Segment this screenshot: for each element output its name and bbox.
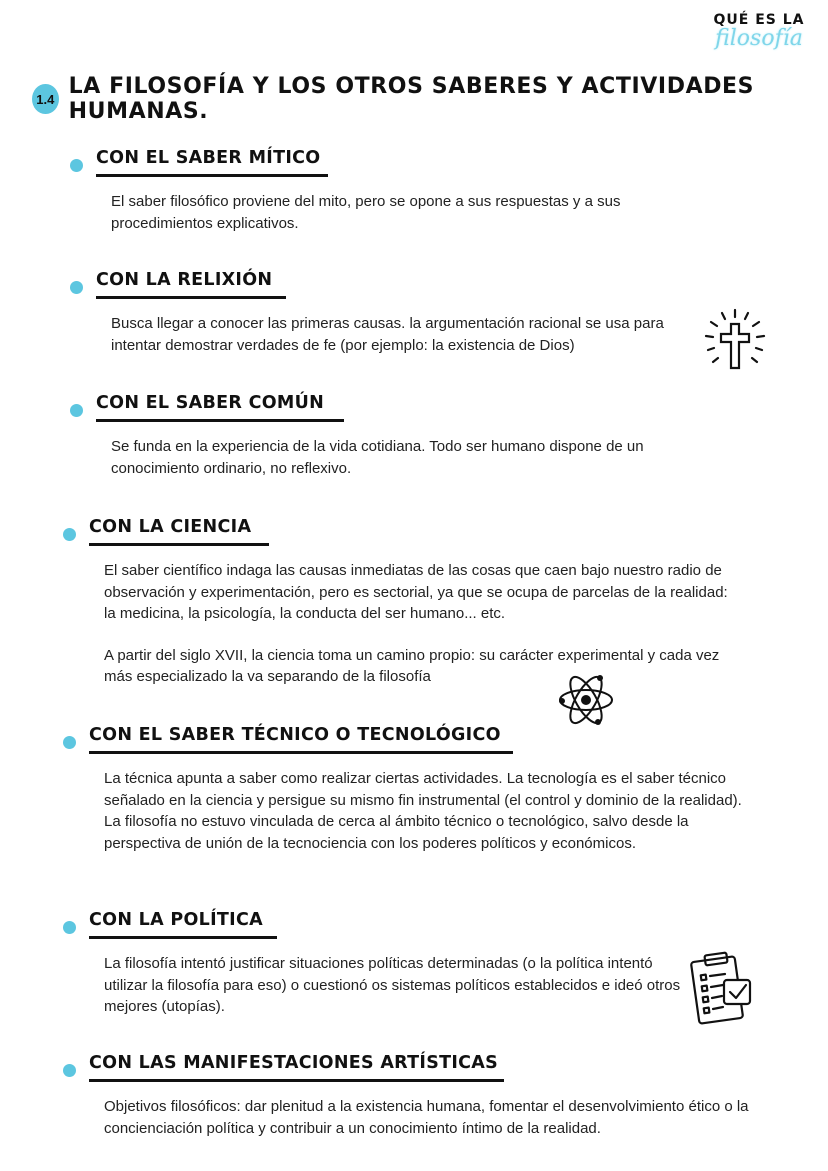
bullet-dot xyxy=(70,281,83,294)
section-mythic xyxy=(70,148,710,234)
section-number-badge: 1.4 xyxy=(32,84,59,114)
bullet-dot xyxy=(70,159,83,172)
bullet-dot xyxy=(63,528,76,541)
section-title: CON LA RELIXIÓN xyxy=(96,270,286,299)
section-science xyxy=(63,517,728,688)
brand-logo xyxy=(704,12,814,51)
section-text: La filosofía intentó justificar situaciones políticas determinadas (o la política intentó utilizar la filosofía para eso) o cuestionó os sistemas políticos establecidos e ideó otros mejores (utopías). xyxy=(104,955,681,1015)
bullet-dot xyxy=(63,1064,76,1077)
section-heading xyxy=(70,393,710,422)
section-heading xyxy=(63,517,728,546)
section-title: CON LA POLÍTICA xyxy=(89,910,277,939)
atom-icon xyxy=(556,670,616,730)
section-text: Objetivos filosóficos: dar plenitud a la existencia humana, fomentar el desenvolvimiento ético o la concienciación política y contribuir a un conocimiento íntimo de la realidad. xyxy=(104,1098,749,1137)
clipboard-checklist-icon xyxy=(690,950,754,1026)
brand-top-text: QUÉ ES LA xyxy=(713,12,805,28)
section-title: CON EL SABER COMÚN xyxy=(96,393,344,422)
section-heading xyxy=(63,725,743,754)
section-heading xyxy=(70,148,710,177)
section-text: El saber científico indaga las causas inmediatas de las cosas que caen bajo nuestro radio de observación y experimentación, pero es sectorial, ya que se ocupa de parcelas de la realidad: la medicina, la psicología, la conducta del ser humano... etc. xyxy=(104,562,728,622)
section-title: CON EL SABER TÉCNICO O TECNOLÓGICO xyxy=(89,725,513,754)
section-artistic xyxy=(63,1053,793,1139)
section-title: CON LA CIENCIA xyxy=(89,517,269,546)
bullet-dot xyxy=(70,404,83,417)
section-heading xyxy=(70,270,690,299)
section-technical xyxy=(63,725,743,854)
section-religion xyxy=(70,270,690,356)
section-text-2: A partir del siglo XVII, la ciencia toma un camino propio: su carácter experimental y cada vez más especializado la va separando de la filosofía xyxy=(104,646,720,685)
section-text: La técnica apunta a saber como realizar ciertas actividades. La tecnología es el saber técnico señalado en la ciencia y persigue su mismo fin instrumental (el control y dominio de la realidad). La filosofía no estuvo vinculada de cerca al ámbito técnico o tecnológico, salvo desde la perspectiva de unión de la tecnociencia con los poderes políticos y económicos. xyxy=(104,770,742,852)
section-common-knowledge xyxy=(70,393,710,479)
brand-script-text: filosofía xyxy=(715,26,803,51)
radiant-cross-icon xyxy=(700,306,770,376)
section-title: CON EL SABER MÍTICO xyxy=(96,148,328,177)
section-text: El saber filosófico proviene del mito, pero se opone a sus respuestas y a sus procedimientos explicativos. xyxy=(111,193,621,232)
section-text: Busca llegar a conocer las primeras causas. la argumentación racional se usa para intentar demostrar verdades de fe (por ejemplo: la existencia de Dios) xyxy=(111,315,664,354)
page-title xyxy=(32,74,808,124)
section-text: Se funda en la experiencia de la vida cotidiana. Todo ser humano dispone de un conocimiento ordinario, no reflexivo. xyxy=(111,438,644,477)
section-politics xyxy=(63,910,683,1018)
section-title: CON LAS MANIFESTACIONES ARTÍSTICAS xyxy=(89,1053,504,1082)
page-title-text: LA FILOSOFÍA Y LOS OTROS SABERES Y ACTIVIDADES HUMANAS. xyxy=(68,74,755,124)
section-heading xyxy=(63,1053,793,1082)
bullet-dot xyxy=(63,921,76,934)
bullet-dot xyxy=(63,736,76,749)
section-heading xyxy=(63,910,683,939)
